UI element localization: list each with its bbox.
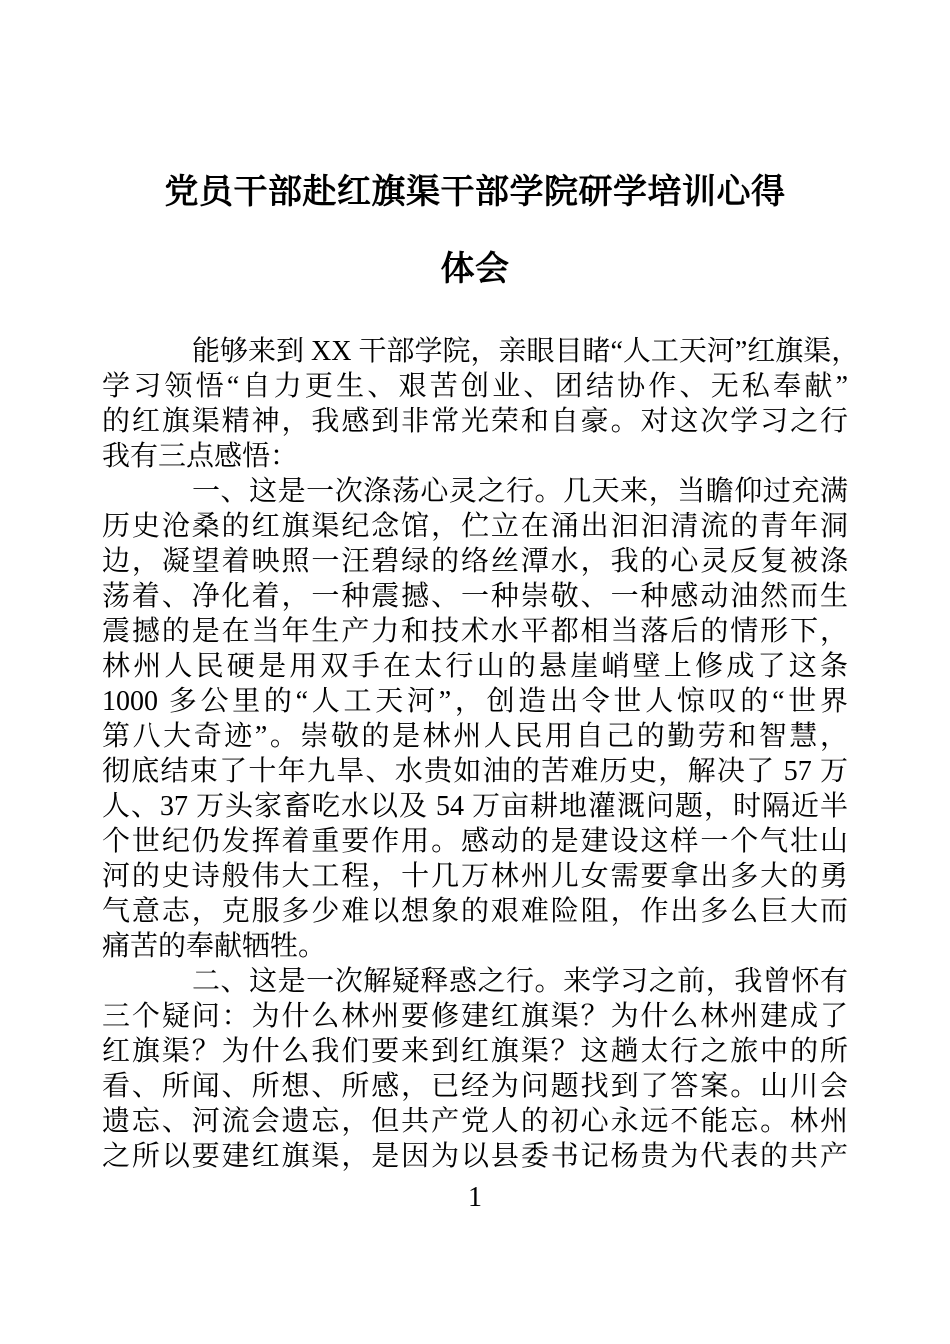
body-text-line: 痛苦的奉献牺牲。	[102, 931, 327, 962]
body-text-line: 能够来到 XX 干部学院，亲眼目睹“人工天河”红旗渠，	[192, 336, 860, 367]
body-text-line: 的红旗渠精神，我感到非常光荣和自豪。对这次学习之行	[102, 406, 848, 437]
body-text-line: 红旗渠？为什么我们要来到红旗渠？这趟太行之旅中的所	[102, 1036, 848, 1067]
body-text-line: 我有三点感悟：	[102, 441, 299, 472]
body-text-line: 个世纪仍发挥着重要作用。感动的是建设这样一个气壮山	[102, 826, 848, 857]
body-text-line: 荡着、净化着，一种震撼、一种崇敬、一种感动油然而生	[102, 581, 848, 612]
body-text-line: 彻底结束了十年九旱、水贵如油的苦难历史，解决了 57 万	[102, 756, 848, 787]
document-title-line: 体会	[440, 251, 510, 288]
body-text-line: 一、这是一次涤荡心灵之行。几天来，当瞻仰过充满	[192, 476, 848, 507]
document-body	[102, 334, 860, 1174]
body-text-line: 三个疑问：为什么林州要修建红旗渠？为什么林州建成了	[102, 1001, 848, 1032]
body-text-line: 气意志，克服多少难以想象的艰难险阻，作出多么巨大而	[102, 896, 848, 927]
body-text-line: 之所以要建红旗渠，是因为以县委书记杨贵为代表的共产	[102, 1141, 848, 1172]
body-text-line: 历史沧桑的红旗渠纪念馆，伫立在涌出汩汩清流的青年洞	[102, 511, 848, 542]
body-text-line: 边，凝望着映照一汪碧绿的络丝潭水，我的心灵反复被涤	[102, 546, 848, 577]
body-text-line: 遗忘、河流会遗忘，但共产党人的初心永远不能忘。林州	[102, 1106, 848, 1137]
page-number: 1	[468, 1182, 482, 1213]
body-text-line: 看、所闻、所想、所感，已经为问题找到了答案。山川会	[102, 1071, 848, 1102]
document-title	[0, 154, 950, 308]
body-text-line: 二、这是一次解疑释惑之行。来学习之前，我曾怀有	[192, 966, 848, 997]
body-text-line: 河的史诗般伟大工程，十几万林州儿女需要拿出多大的勇	[102, 861, 848, 892]
body-text-line: 1000 多公里的“人工天河”，创造出令世人惊叹的“世界	[102, 686, 848, 717]
body-text-line: 人、37 万头家畜吃水以及 54 万亩耕地灌溉问题，时隔近半	[102, 791, 848, 822]
document-title-line: 党员干部赴红旗渠干部学院研学培训心得	[164, 174, 786, 211]
body-text-line: 第八大奇迹”。崇敬的是林州人民用自己的勤劳和智慧，	[102, 721, 848, 752]
body-text-line: 学习领悟“自力更生、艰苦创业、团结协作、无私奉献”	[102, 371, 848, 402]
body-text-line: 震撼的是在当年生产力和技术水平都相当落后的情形下，	[102, 616, 848, 647]
body-text-line: 林州人民硬是用双手在太行山的悬崖峭壁上修成了这条	[102, 651, 848, 682]
